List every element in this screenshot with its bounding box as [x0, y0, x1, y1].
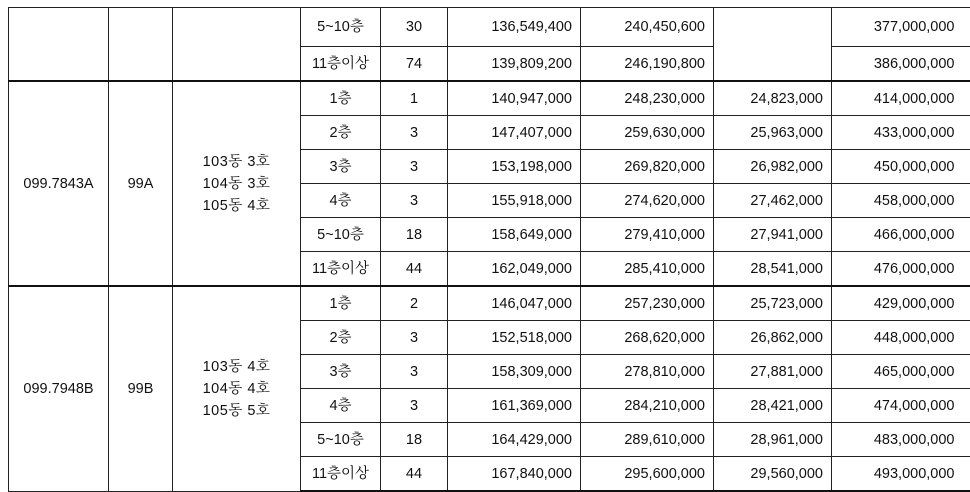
unit-line: 103동 3호 [181, 151, 292, 173]
model-cell: 099.7948B [9, 286, 109, 491]
total-price-cell: 493,000,000 [832, 457, 970, 492]
land-price-cell: 153,198,000 [448, 150, 581, 184]
total-price-cell: 377,000,000 [832, 8, 970, 47]
floor-cell: 3층 [301, 150, 381, 184]
count-cell: 3 [381, 150, 448, 184]
count-cell: 3 [381, 355, 448, 389]
floor-cell: 5~10층 [301, 423, 381, 457]
vat-cell: 28,421,000 [714, 389, 832, 423]
building-price-cell: 268,620,000 [581, 321, 714, 355]
land-price-cell: 152,518,000 [448, 321, 581, 355]
vat-cell [714, 8, 832, 82]
vat-cell: 26,982,000 [714, 150, 832, 184]
unit-line: 105동 4호 [181, 195, 292, 217]
building-price-cell: 259,630,000 [581, 116, 714, 150]
building-price-cell: 278,810,000 [581, 355, 714, 389]
count-cell: 3 [381, 321, 448, 355]
unit-line: 104동 3호 [181, 173, 292, 195]
total-price-cell: 429,000,000 [832, 286, 970, 321]
floor-cell: 2층 [301, 321, 381, 355]
vat-cell: 26,862,000 [714, 321, 832, 355]
type-cell: 99B [109, 286, 173, 491]
count-cell: 3 [381, 184, 448, 218]
price-table-body [9, 8, 970, 492]
building-price-cell: 274,620,000 [581, 184, 714, 218]
floor-cell: 3층 [301, 355, 381, 389]
vat-cell: 25,723,000 [714, 286, 832, 321]
land-price-cell: 136,549,400 [448, 8, 581, 47]
count-cell: 18 [381, 218, 448, 252]
count-cell: 3 [381, 389, 448, 423]
building-price-cell: 246,190,800 [581, 47, 714, 82]
land-price-cell: 161,369,000 [448, 389, 581, 423]
floor-cell: 4층 [301, 184, 381, 218]
count-cell: 74 [381, 47, 448, 82]
floor-cell: 11층이상 [301, 252, 381, 287]
total-price-cell: 450,000,000 [832, 150, 970, 184]
total-price-cell: 458,000,000 [832, 184, 970, 218]
count-cell: 2 [381, 286, 448, 321]
building-price-cell: 257,230,000 [581, 286, 714, 321]
building-price-cell: 248,230,000 [581, 81, 714, 116]
price-table [8, 7, 970, 492]
total-price-cell: 483,000,000 [832, 423, 970, 457]
floor-cell: 5~10층 [301, 218, 381, 252]
building-price-cell: 269,820,000 [581, 150, 714, 184]
unit-line: 105동 5호 [181, 400, 292, 422]
count-cell: 30 [381, 8, 448, 47]
land-price-cell: 146,047,000 [448, 286, 581, 321]
building-price-cell: 289,610,000 [581, 423, 714, 457]
count-cell: 1 [381, 81, 448, 116]
model-cell-empty [9, 8, 109, 82]
total-price-cell: 474,000,000 [832, 389, 970, 423]
type-cell: 99A [109, 81, 173, 286]
table-row [9, 286, 970, 321]
land-price-cell: 155,918,000 [448, 184, 581, 218]
total-price-cell: 386,000,000 [832, 47, 970, 82]
vat-cell: 27,881,000 [714, 355, 832, 389]
building-price-cell: 284,210,000 [581, 389, 714, 423]
count-cell: 18 [381, 423, 448, 457]
vat-cell: 27,462,000 [714, 184, 832, 218]
total-price-cell: 448,000,000 [832, 321, 970, 355]
floor-cell: 2층 [301, 116, 381, 150]
vat-cell: 27,941,000 [714, 218, 832, 252]
land-price-cell: 164,429,000 [448, 423, 581, 457]
units-cell [173, 81, 301, 286]
unit-line: 103동 4호 [181, 356, 292, 378]
land-price-cell: 158,649,000 [448, 218, 581, 252]
total-price-cell: 433,000,000 [832, 116, 970, 150]
total-price-cell: 476,000,000 [832, 252, 970, 287]
floor-cell: 4층 [301, 389, 381, 423]
vat-cell: 24,823,000 [714, 81, 832, 116]
building-price-cell: 279,410,000 [581, 218, 714, 252]
building-price-cell: 295,600,000 [581, 457, 714, 492]
units-cell [173, 286, 301, 491]
unit-line: 104동 4호 [181, 378, 292, 400]
floor-cell: 5~10층 [301, 8, 381, 47]
type-cell-empty [109, 8, 173, 82]
count-cell: 44 [381, 457, 448, 492]
floor-cell: 1층 [301, 81, 381, 116]
land-price-cell: 140,947,000 [448, 81, 581, 116]
floor-cell: 1층 [301, 286, 381, 321]
vat-cell: 28,541,000 [714, 252, 832, 287]
land-price-cell: 162,049,000 [448, 252, 581, 287]
building-price-cell: 285,410,000 [581, 252, 714, 287]
land-price-cell: 139,809,200 [448, 47, 581, 82]
total-price-cell: 465,000,000 [832, 355, 970, 389]
count-cell: 44 [381, 252, 448, 287]
total-price-cell: 466,000,000 [832, 218, 970, 252]
units-cell-empty [173, 8, 301, 82]
total-price-cell: 414,000,000 [832, 81, 970, 116]
floor-cell: 11층이상 [301, 47, 381, 82]
table-row [9, 81, 970, 116]
table-row [9, 8, 970, 47]
vat-cell: 29,560,000 [714, 457, 832, 492]
land-price-cell: 147,407,000 [448, 116, 581, 150]
model-cell: 099.7843A [9, 81, 109, 286]
land-price-cell: 167,840,000 [448, 457, 581, 492]
building-price-cell: 240,450,600 [581, 8, 714, 47]
land-price-cell: 158,309,000 [448, 355, 581, 389]
vat-cell: 28,961,000 [714, 423, 832, 457]
floor-cell: 11층이상 [301, 457, 381, 492]
vat-cell: 25,963,000 [714, 116, 832, 150]
count-cell: 3 [381, 116, 448, 150]
